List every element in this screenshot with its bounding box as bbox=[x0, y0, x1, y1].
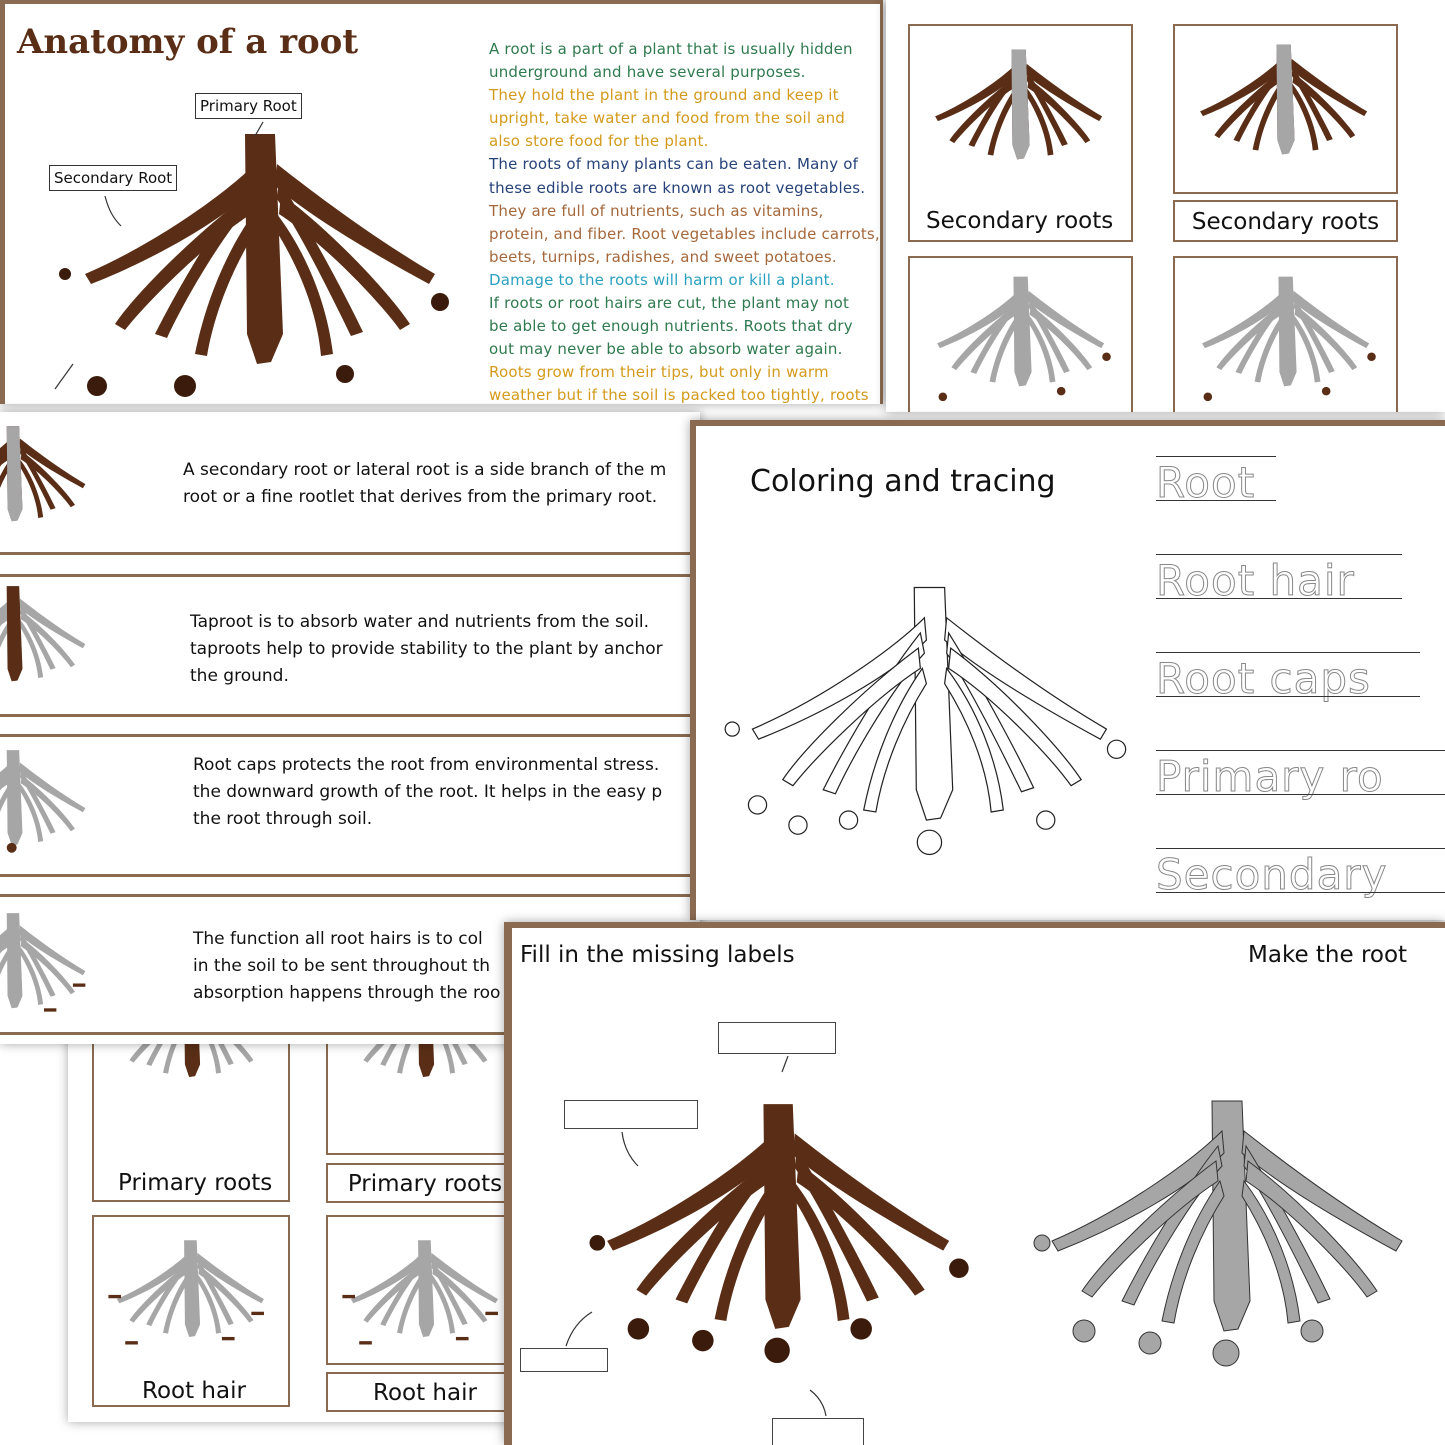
primary-hair-cards-sheet bbox=[68, 1030, 518, 1422]
description-line: A secondary root or lateral root is a side branch of the m bbox=[183, 460, 667, 480]
primary-root-label: Primary Root bbox=[195, 93, 302, 119]
anatomy-paragraph bbox=[489, 38, 880, 404]
description-rootcaps bbox=[193, 752, 662, 833]
card-secondary-label-b: Secondary roots bbox=[1173, 200, 1398, 242]
card-secondary-label-a: Secondary roots bbox=[926, 208, 1114, 234]
description-band-taproot bbox=[0, 574, 700, 720]
description-taproot bbox=[190, 609, 663, 690]
description-line: in the soil to be sent throughout th bbox=[193, 956, 491, 976]
trace-word-root-caps: Root caps bbox=[1156, 654, 1371, 703]
description-roothair bbox=[193, 926, 500, 1007]
anatomy-paragraph-line: out may never be able to absorb water again. bbox=[489, 340, 843, 359]
card-primary-label-a: Primary roots bbox=[118, 1170, 273, 1196]
trace-word-root: Root bbox=[1156, 458, 1256, 507]
description-band-secondary bbox=[0, 412, 700, 557]
anatomy-paragraph-line: The roots of many plants can be eaten. Many of bbox=[489, 155, 859, 174]
coloring-sheet bbox=[690, 420, 1445, 920]
secondary-root-icon bbox=[0, 422, 110, 542]
anatomy-paragraph-line: be able to get enough nutrients. Roots that dry bbox=[489, 317, 853, 336]
secondary-root-label: Secondary Root bbox=[49, 165, 177, 191]
coloring-title: Coloring and tracing bbox=[750, 464, 1056, 499]
secondary-root-icon bbox=[1181, 34, 1391, 184]
card-grey-root-a bbox=[908, 256, 1133, 412]
anatomy-paragraph-line: They hold the plant in the ground and keep it bbox=[489, 86, 839, 105]
anatomy-sheet bbox=[0, 0, 883, 404]
card-hair-image-b bbox=[326, 1215, 518, 1365]
card-hair-label-b: Root hair bbox=[326, 1372, 518, 1412]
anatomy-paragraph-line: They are full of nutrients, such as vitamins, bbox=[489, 201, 824, 220]
trace-word-root-hair: Root hair bbox=[1156, 556, 1355, 605]
card-grey-root-b bbox=[1173, 256, 1398, 412]
description-line: Taproot is to absorb water and nutrients from the soil. bbox=[190, 612, 650, 632]
anatomy-paragraph-line: Roots grow from their tips, but only in warm bbox=[489, 363, 829, 382]
root-hair-icon bbox=[100, 1227, 285, 1367]
anatomy-paragraph-line: upright, take water and food from the soil and bbox=[489, 109, 846, 128]
primary-root-icon bbox=[334, 1030, 518, 1152]
description-line: taproots help to provide stability to the plant by anchor bbox=[190, 639, 663, 659]
anatomy-title: Anatomy of a root bbox=[17, 22, 359, 62]
description-line: the ground. bbox=[190, 666, 289, 686]
secondary-root-icon bbox=[916, 34, 1126, 194]
anatomy-paragraph-line: protein, and fiber. Root vegetables include carrots, bbox=[489, 224, 880, 243]
grey-root-icon bbox=[918, 266, 1128, 412]
anatomy-paragraph-line: underground and have several purposes. bbox=[489, 63, 806, 82]
grey-root-icon bbox=[1183, 266, 1393, 412]
primary-root-icon bbox=[100, 1030, 285, 1152]
secondary-cards-sheet bbox=[886, 0, 1445, 412]
description-secondary bbox=[183, 457, 666, 511]
description-line: absorption happens through the roo bbox=[193, 983, 501, 1003]
description-line: the downward growth of the root. It helps in the easy p bbox=[193, 782, 663, 802]
anatomy-paragraph-line: these edible roots are known as root vegetables. bbox=[489, 178, 866, 197]
make-root-illustration bbox=[1012, 1056, 1445, 1416]
description-line: The function all root hairs is to col bbox=[193, 929, 483, 949]
anatomy-paragraph-line: Damage to the roots will harm or kill a plant. bbox=[489, 270, 835, 289]
root-cap-icon bbox=[0, 746, 110, 866]
anatomy-paragraph-line: A root is a part of a plant that is usually hidden bbox=[489, 40, 853, 58]
anatomy-paragraph-line: beets, turnips, radishes, and sweet potatoes. bbox=[489, 247, 837, 266]
labels-sheet bbox=[504, 922, 1445, 1445]
trace-word-primary: Primary ro bbox=[1156, 752, 1384, 801]
anatomy-paragraph-line: weather but if the soil is packed too tightly, roots bbox=[489, 386, 869, 404]
trace-word-secondary: Secondary bbox=[1156, 850, 1388, 899]
fill-labels-title: Fill in the missing labels bbox=[520, 942, 795, 968]
anatomy-paragraph-line: also store food for the plant. bbox=[489, 132, 709, 151]
card-primary-label-b: Primary roots bbox=[326, 1163, 518, 1203]
card-primary-image-b bbox=[326, 1030, 518, 1155]
callout-arrows bbox=[5, 4, 405, 404]
card-secondary-image-b bbox=[1173, 24, 1398, 194]
root-hair-icon bbox=[334, 1227, 518, 1365]
make-root-title: Make the root bbox=[1248, 942, 1408, 968]
coloring-root-outline bbox=[712, 544, 1157, 904]
root-hair-icon bbox=[0, 909, 110, 1029]
description-band-rootcaps bbox=[0, 734, 700, 879]
description-line: the root through soil. bbox=[193, 809, 373, 829]
card-hair-label-a: Root hair bbox=[142, 1378, 246, 1404]
anatomy-paragraph-line: If roots or root hairs are cut, the plant may not bbox=[489, 294, 850, 313]
description-line: Root caps protects the root from environmental stress. bbox=[193, 755, 660, 775]
primary-root-icon bbox=[0, 582, 110, 702]
description-line: root or a fine rootlet that derives from the primary root. bbox=[183, 487, 658, 507]
